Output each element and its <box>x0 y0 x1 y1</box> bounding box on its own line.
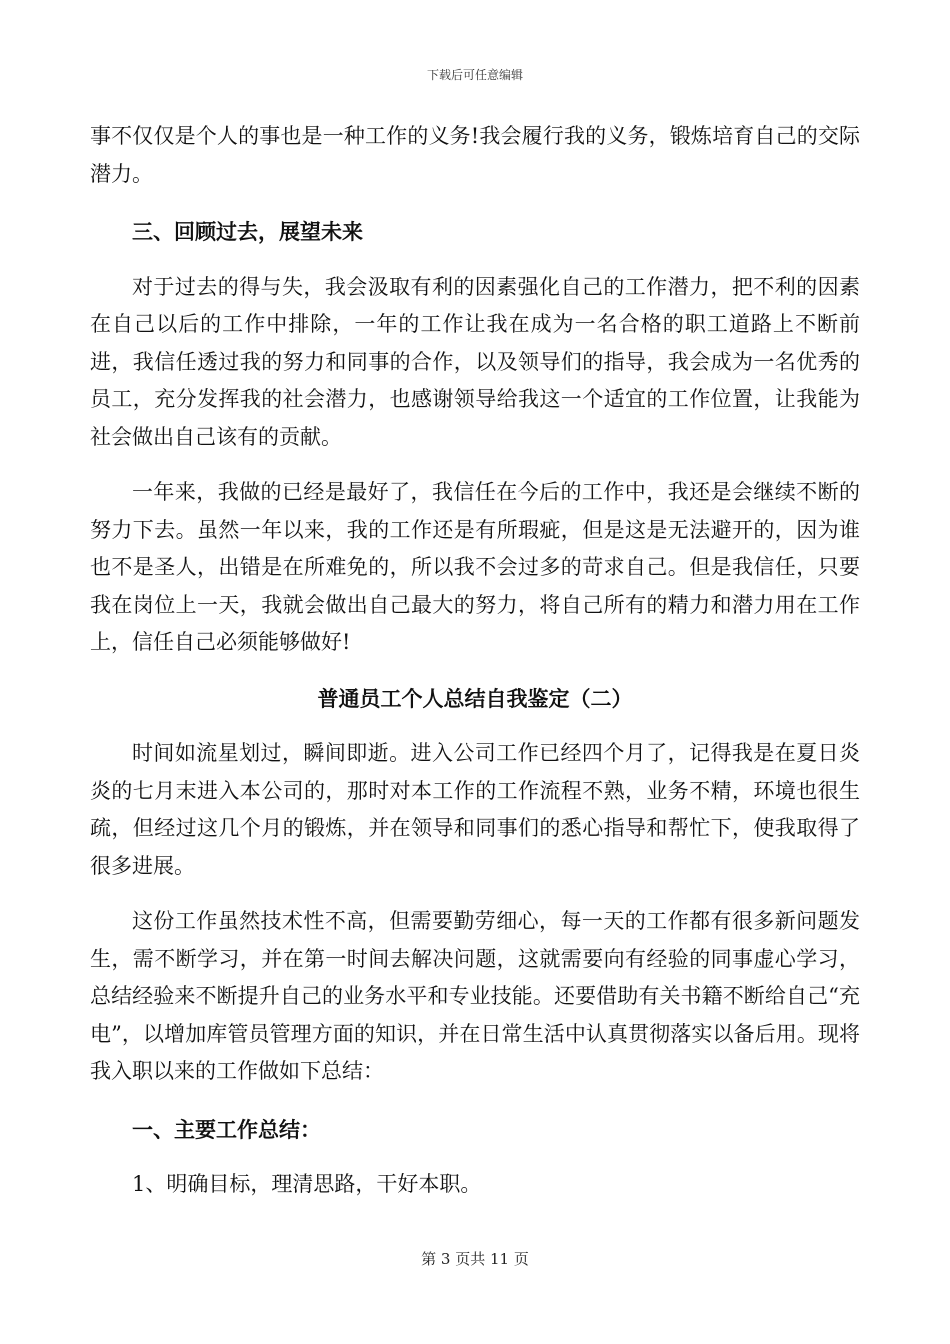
page-header: 下载后可任意编辑 <box>426 68 523 82</box>
section-heading-review: 三、回顾过去，展望未来 <box>132 219 363 244</box>
list-item-goal: 1、明确目标，理清思路，干好本职。 <box>132 1172 482 1196</box>
paragraph-past-gains: 对于过去的得与失，我会汲取有利的因素强化自己的工作潜力，把不利的因素在自己以后的工作中排除，一年的工作让我在成为一名合格的职工道路上不断前进，我信任透过我的努力和同事的合作，以及领导们的指导，我会成为一名优秀的员工，充分发挥我的社会潜力，也感谢领导给我这一个适宜的工作位置，让我能为社会做出自己该有的贡献。 <box>90 274 860 449</box>
paragraph-one-year: 一年来，我做的已经是最好了，我信任在今后的工作中，我还是会继续不断的努力下去。虽然一年以来，我的工作还是有所瑕疵，但是这是无法避开的，因为谁也不是圣人，出错是在所难免的，所以我不会过多的苛求自己。但是我信任，只要我在岗位上一天，我就会做出自己最大的努力，将自己所有的精力和潜力用在工作上，信任自己必须能够做好! <box>90 480 860 654</box>
section-heading-main-work: 一、主要工作总结： <box>132 1116 321 1142</box>
page-footer: 第 3 页共 11 页 <box>421 1250 529 1268</box>
document-body <box>90 118 860 1204</box>
paragraph-continued: 事不仅仅是个人的事也是一种工作的义务!我会履行我的义务，锻炼培育自己的交际潜力。 <box>90 124 860 186</box>
section-title-part-two: 普通员工个人总结自我鉴定（二） <box>317 685 633 711</box>
paragraph-time-flies: 时间如流星划过，瞬间即逝。进入公司工作已经四个月了，记得我是在夏日炎炎的七月末进入本公司的，那时对本工作的工作流程不熟，业务不精，环境也很生疏，但经过这几个月的锻炼，并在领导和同事们的悉心指导和帮忙下，使我取得了很多进展。 <box>90 741 860 878</box>
paragraph-job-nature: 这份工作虽然技术性不高，但需要勤劳细心，每一天的工作都有很多新问题发生，需不断学习，并在第一时间去解决问题，这就需要向有经验的同事虚心学习，总结经验来不断提升自己的业务水平和专业技能。还要借助有关书籍不断给自己“充电”，以增加库管员管理方面的知识，并在日常生活中认真贯彻落实以备后用。现将我入职以来的工作做如下总结： <box>90 909 860 1083</box>
